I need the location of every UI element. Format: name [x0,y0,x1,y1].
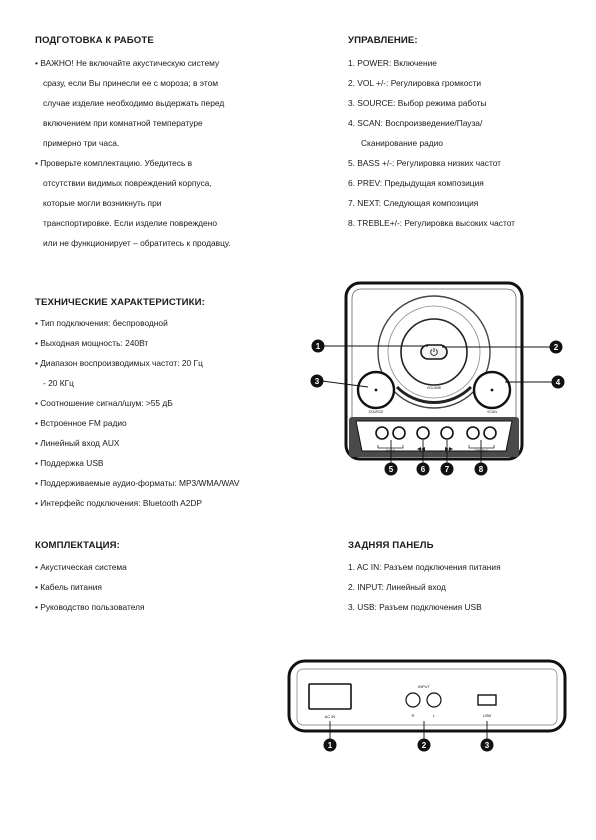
acin-label: AC IN [324,714,336,719]
prep-line: транспортировке. Если изделие повреждено [43,218,217,228]
prep-line: отсутствии видимых повреждений корпуса, [43,178,212,188]
controls-section [348,35,588,233]
specs-line: • Интерфейс подключения: Bluetooth A2DP [35,498,202,508]
specs-line: • Поддержка USB [35,458,104,468]
controls-line: 7. NEXT: Следующая композиция [348,198,479,208]
treble-minus-button [467,427,479,439]
kit-section [35,540,285,617]
callout-6-label: 6 [420,465,426,474]
kit-line: • Акустическая система [35,562,127,572]
prep-line: • ВАЖНО! Не включайте акустическую систему [35,58,220,68]
input-l-jack [427,693,441,707]
prep-line: примерно три часа. [43,138,120,148]
specs-line: • Тип подключения: беспроводной [35,318,168,328]
controls-line: 6. PREV: Предыдущая композиция [348,178,484,188]
kit-line: • Руководство пользователя [35,602,145,612]
specs-section [35,297,305,513]
scan-knob-center [491,389,494,392]
front-panel-diagram [300,275,580,485]
rear-line: 2. INPUT: Линейный вход [348,582,446,592]
callout-1-label: 1 [315,342,321,351]
controls-line: 5. BASS +/-: Регулировка низких частот [348,158,501,168]
kit-line: • Кабель питания [35,582,102,592]
callout-2-label: 2 [553,343,559,352]
rear-callout-1-label: 1 [327,741,333,750]
callout-3-label: 3 [314,377,320,386]
treble-plus-button [484,427,496,439]
bass-minus-button [376,427,388,439]
specs-line: • Диапазон воспроизводимых частот: 20 Гц [35,358,203,368]
bass-plus-button [393,427,405,439]
rear-section [348,540,588,617]
prep-line: сразу, если Вы принесли ее с мороза; в этом [43,78,219,88]
prep-line: случае изделие необходимо выдержать перед [43,98,225,108]
prep-title: ПОДГОТОВКА К РАБОТЕ [35,35,154,46]
next-button [441,427,453,439]
volume-label: VOLUME [426,386,442,390]
rear-line: 3. USB: Разъем подключения USB [348,602,482,612]
specs-line: - 20 КГц [43,378,74,388]
specs-line: • Линейный вход AUX [35,438,120,448]
callout-7-label: 7 [444,465,450,474]
source-label: SOURCE [368,410,384,414]
controls-line: 4. SCAN: Воспроизведение/Пауза/ [348,118,483,128]
rear-panel-diagram [285,655,570,765]
controls-line: Сканирование радио [361,138,444,148]
prep-line: • Проверьте комплектацию. Убедитесь в [35,158,193,168]
usb-port [478,695,496,705]
specs-line: • Встроенное FM радио [35,418,127,428]
controls-line: 8. TREBLE+/-: Регулировка высоких частот [348,218,516,228]
controls-line: 3. SOURCE: Выбор режима работы [348,98,487,108]
specs-line: • Соотношение сигнал/шум: >55 дБ [35,398,173,408]
bass-label: BASS [385,449,396,453]
rear-callout-2-label: 2 [421,741,427,750]
usb-label: USB [482,713,492,718]
rear-title: ЗАДНЯЯ ПАНЕЛЬ [348,540,434,551]
prev-button [417,427,429,439]
prep-section [35,35,315,253]
rear-line: 1. AC IN: Разъем подключения питания [348,562,501,572]
callout-5-label: 5 [388,465,394,474]
input-label: INPUT [418,684,430,689]
treble-label: TREBLE [474,449,489,453]
input-r-label: R [411,713,415,718]
input-r-jack [406,693,420,707]
kit-title: КОМПЛЕКТАЦИЯ: [35,540,120,551]
input-l-label: L [432,713,436,718]
specs-title: ТЕХНИЧЕСКИЕ ХАРАКТЕРИСТИКИ: [35,297,205,308]
prep-line: которые могли возникнуть при [43,198,162,208]
source-knob-center [375,389,378,392]
specs-line: • Поддерживаемые аудио-форматы: MP3/WMA/WAV [35,478,240,488]
callout-4-label: 4 [555,378,561,387]
prep-line: или не функционирует – обратитесь к продавцу. [43,238,231,248]
prep-line: включением при комнатной температуре [43,118,203,128]
controls-line: 2. VOL +/-: Регулировка громкости [348,78,482,88]
controls-title: УПРАВЛЕНИЕ: [348,35,418,46]
specs-line: • Выходная мощность: 240Вт [35,338,149,348]
scan-label: SCAN [487,410,497,414]
callout-8-label: 8 [478,465,484,474]
controls-line: 1. POWER: Включение [348,58,437,68]
rear-callout-3-label: 3 [484,741,490,750]
acin-socket [309,684,351,709]
